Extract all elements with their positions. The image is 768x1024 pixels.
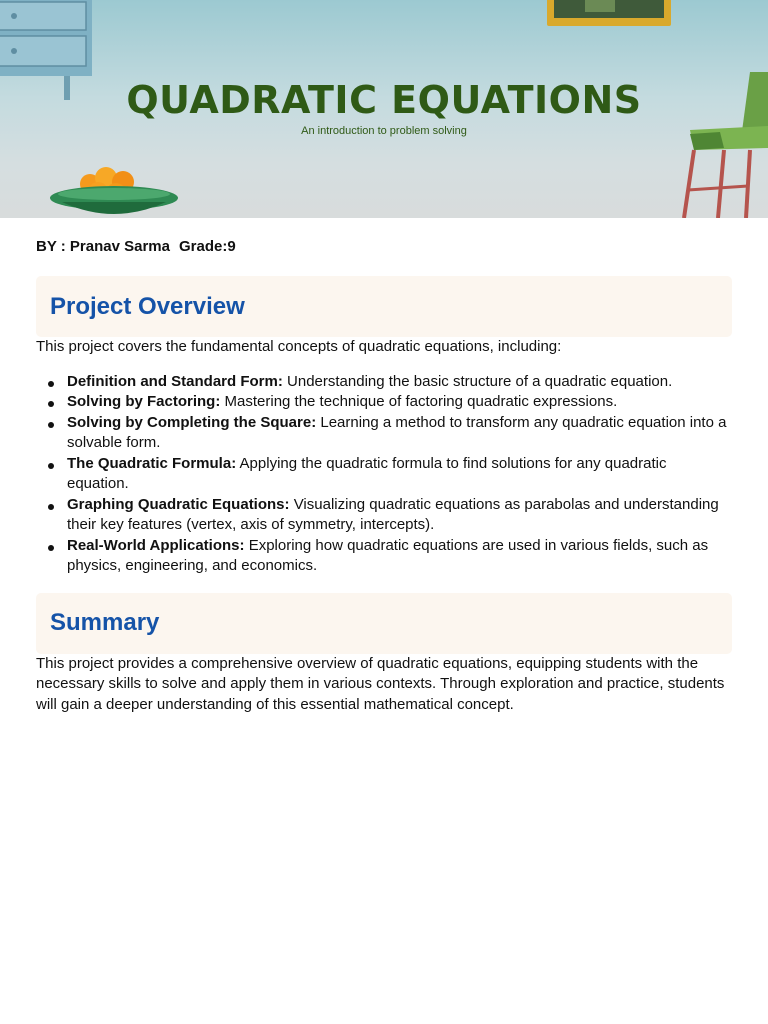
overview-heading-box <box>36 276 732 337</box>
picture-frame-icon <box>545 0 675 30</box>
bullet-icon <box>48 545 54 551</box>
grade-label: Grade:9 <box>178 238 236 255</box>
summary-heading: Summary <box>50 609 160 636</box>
topic-description: Visualizing quadratic equations as parabolas and understanding their key features (vertex, axis of symmetry, intercepts). <box>67 495 719 533</box>
topic-term: The Quadratic Formula: <box>67 454 237 472</box>
summary-text: This project provides a comprehensive overview of quadratic equations, equipping students with the necessary skills to solve and apply them in various contexts. Through exploration and practice, students will gain a deeper understanding of this essential mathematical concept. <box>36 654 725 713</box>
topic-description: Understanding the basic structure of a quadratic equation. <box>287 372 673 390</box>
document-body <box>0 238 768 715</box>
topic-description: Applying the quadratic formula to find solutions for any quadratic equation. <box>67 454 667 492</box>
bullet-icon <box>48 504 54 510</box>
topic-description: Learning a method to transform any quadratic equation into a solvable form. <box>67 413 727 451</box>
author-line <box>36 238 732 256</box>
bullet-icon <box>48 401 54 407</box>
overview-intro: This project covers the fundamental concepts of quadratic equations, including: <box>36 338 562 355</box>
topic-term: Graphing Quadratic Equations: <box>67 495 290 513</box>
document-title: QUADRATIC EQUATIONS <box>126 78 642 122</box>
list-item <box>36 392 732 413</box>
author-name: BY : Pranav Sarma <box>36 238 170 255</box>
topic-description: Mastering the technique of factoring quadratic expressions. <box>224 393 618 410</box>
list-item <box>36 454 732 495</box>
bullet-icon <box>48 381 54 387</box>
list-item <box>36 495 732 536</box>
topic-list <box>36 372 732 577</box>
list-item <box>36 536 732 577</box>
topic-term: Solving by Factoring: <box>67 393 221 410</box>
summary-heading-box <box>36 593 732 654</box>
topic-term: Definition and Standard Form: <box>67 372 283 390</box>
bullet-icon <box>48 463 54 469</box>
list-item <box>36 372 732 393</box>
bullet-icon <box>48 422 54 428</box>
topic-term: Real-World Applications: <box>67 536 245 554</box>
header-banner <box>0 0 768 218</box>
document-subtitle: An introduction to problem solving <box>301 125 467 137</box>
overview-heading: Project Overview <box>50 292 245 320</box>
topic-description: Exploring how quadratic equations are used in various fields, such as physics, engineering, and economics. <box>67 536 709 574</box>
list-item <box>36 413 732 454</box>
fruit-bowl-icon <box>48 164 180 218</box>
topic-term: Solving by Completing the Square: <box>67 413 317 431</box>
